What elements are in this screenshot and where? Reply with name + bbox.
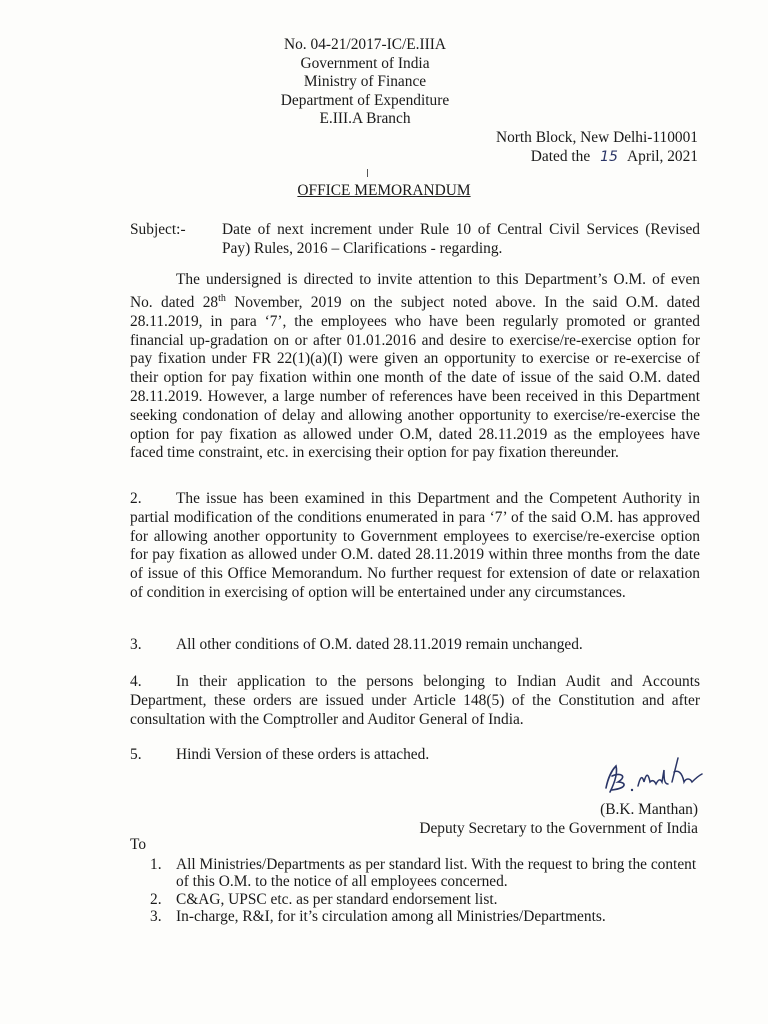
signatory-designation: Deputy Secretary to the Government of India: [419, 820, 698, 837]
paragraph-3-text: All other conditions of O.M. dated 28.11.2019 remain unchanged.: [176, 636, 583, 653]
file-number: No. 04-21/2017-IC/E.IIIA: [284, 36, 446, 53]
list-item-text: C&AG, UPSC etc. as per standard endorsement list.: [176, 890, 498, 908]
signatory-name: (B.K. Manthan): [600, 801, 698, 818]
paragraph-1: [130, 271, 700, 463]
document-title: OFFICE MEMORANDUM: [297, 182, 471, 199]
list-item-text: In-charge, R&I, for it’s circulation among all Ministries/Departments.: [176, 908, 606, 926]
to-label: To: [130, 836, 147, 853]
list-item-number: 1.: [150, 856, 162, 873]
ministry-name: Ministry of Finance: [303, 73, 427, 91]
branch-name: E.III.A Branch: [319, 110, 411, 128]
list-item: [130, 908, 700, 925]
paragraph-5-number: 5.: [130, 746, 142, 763]
dated-suffix: April, 2021: [627, 148, 698, 165]
paragraph-1-text-a: The undersigned is directed to invite attention to this Department’s O.M. of even No. dated 28: [130, 271, 700, 311]
subject-text: Date of next increment under Rule 10 of Central Civil Services (Revised Pay) Rules, 2016 – Clarifications - regarding.: [222, 221, 700, 257]
paragraph-4: [130, 673, 700, 729]
paragraph-3-number: 3.: [130, 636, 142, 653]
distribution-list: [130, 856, 700, 926]
handwritten-day: 15: [600, 149, 618, 165]
list-item-number: 3.: [150, 908, 162, 926]
dated-prefix: Dated the: [530, 148, 591, 165]
paragraph-2-number: 2.: [130, 490, 142, 507]
paragraph-4-number: 4.: [130, 673, 142, 690]
list-item: [130, 856, 700, 891]
list-item-text: All Ministries/Departments as per standard list. With the request to bring the content of this O.M. to the notice of all employees concerned.: [176, 856, 697, 891]
letterhead: [200, 36, 530, 129]
paragraph-2: [130, 490, 700, 603]
paragraph-3: [130, 636, 700, 655]
list-item-number: 2.: [150, 890, 162, 908]
paragraph-1-text-b: November, 2019 on the subject noted above. In the said O.M. dated 28.11.2019, in para ‘7’, the employees who have been regularly promoted or granted financial up-gradation on or after 01.01.2016 and desire to exercise/re-exercise option for pay fixation under FR 22(1)(a)(I) were given an opportunity to exercise or re-exercise of their option for pay fixation within one month of the date of issue of the said O.M. dated 28.11.2019. However, a large number of references have been received in this Department seeking condonation of delay and allowing another opportunity to exercise/re-exercise the option for pay fixation as allowed under O.M, dated 28.11.2019 as the employees have faced time constraint, etc. in exercising their option for pay fixation thereunder.: [130, 293, 700, 462]
paragraph-5-text: Hindi Version of these orders is attached.: [176, 746, 430, 763]
department-name: Department of Expenditure: [280, 91, 450, 109]
list-item: [130, 891, 700, 908]
paragraph-2-text: The issue has been examined in this Department and the Competent Authority in partial modification of the conditions enumerated in para ‘7’ of the said O.M. has approved for allowing another opportunity to Government employees to exercise/re-exercise option for pay fixation as allowed under O.M. dated 28.11.2019 within three months from the date of issue of this Office Memorandum. No further request for extension of date or relaxation of condition in exercising of option will be entertained under any circumstances.: [130, 490, 700, 601]
paragraph-4-text: In their application to the persons belonging to Indian Audit and Accounts Department, these orders are issued under Article 148(5) of the Constitution and after consultation with the Comptroller and Auditor General of India.: [130, 673, 700, 728]
government-name: Government of India: [300, 54, 430, 72]
place-and-date: [496, 128, 698, 167]
date-line: [496, 147, 698, 167]
address: North Block, New Delhi-110001: [495, 129, 698, 146]
handwritten-signature: [598, 752, 708, 800]
paragraph-1-sup: th: [218, 292, 226, 304]
subject-label: Subject:-: [130, 221, 186, 238]
margin-tick: [367, 169, 368, 177]
